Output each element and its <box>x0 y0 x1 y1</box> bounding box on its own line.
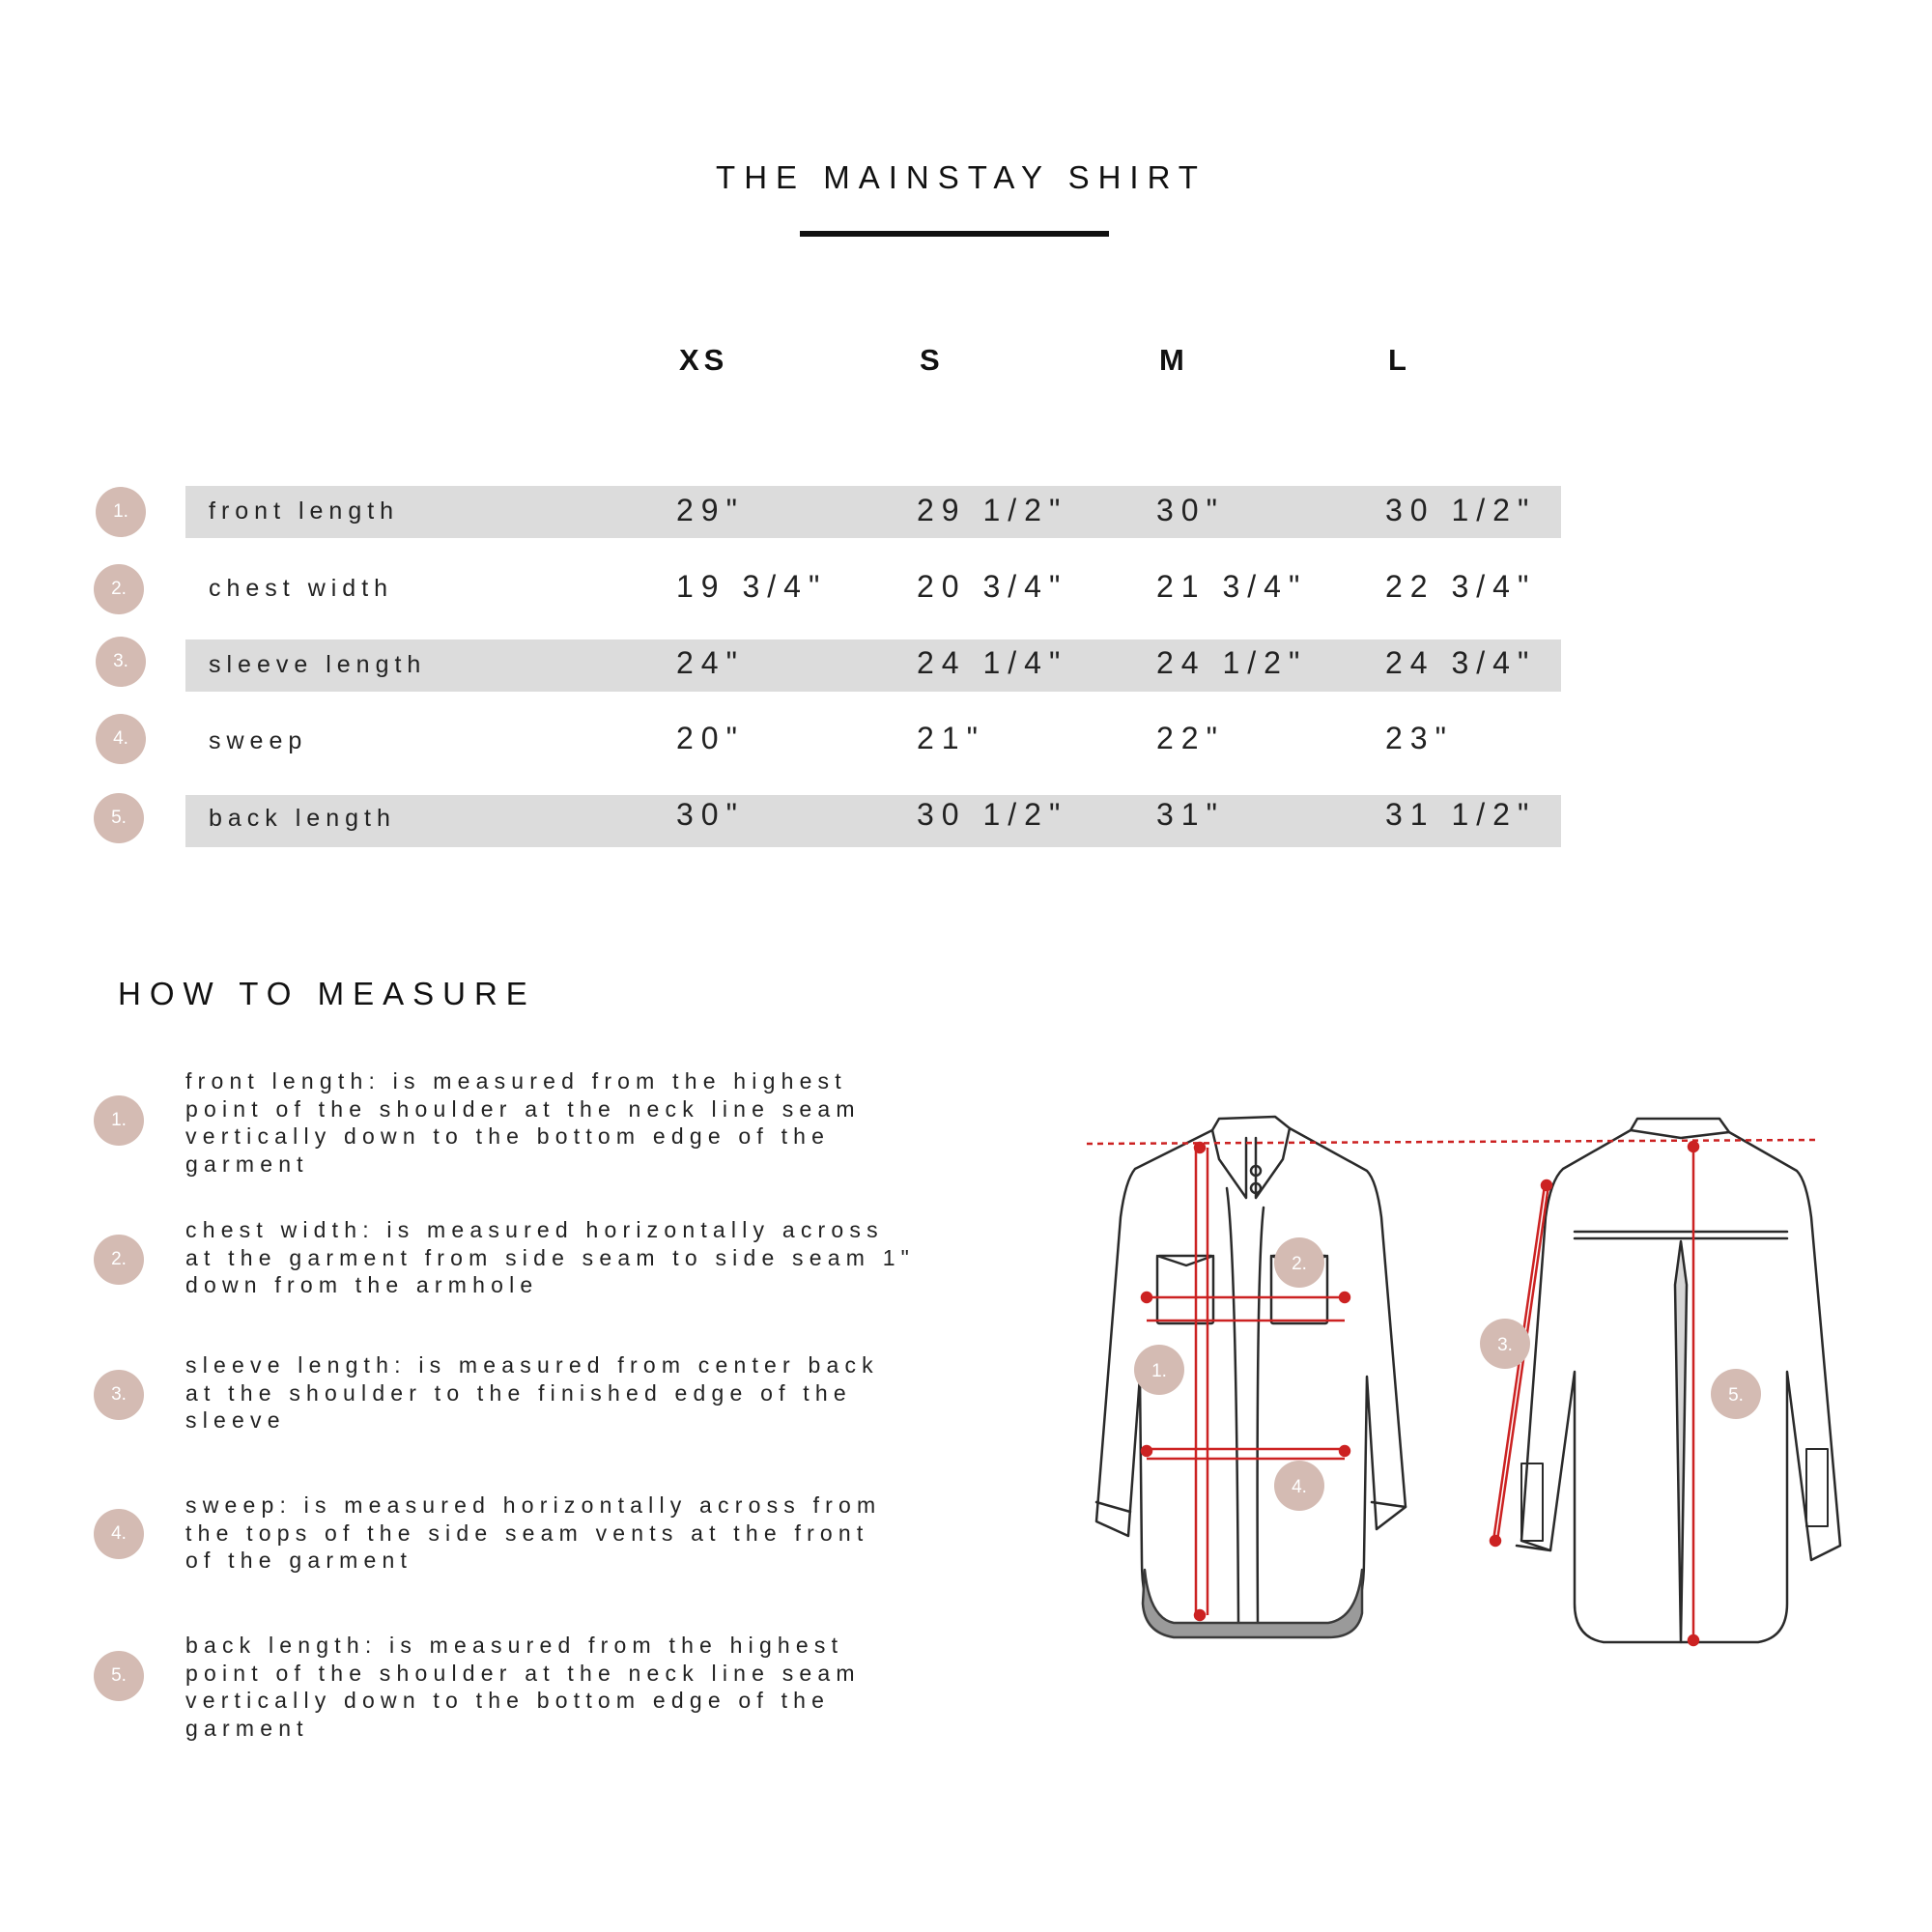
table-cell: 24 3/4" <box>1385 645 1537 680</box>
size-header-xs: XS <box>679 343 729 377</box>
table-cell: 30 1/2" <box>917 797 1068 832</box>
table-cell: 21 3/4" <box>1156 569 1308 604</box>
table-cell: 20" <box>676 721 745 755</box>
row-label: chest width <box>209 575 394 602</box>
table-cell: 23" <box>1385 721 1454 755</box>
row-number-badge: 3. <box>96 637 146 687</box>
how-to-measure-title: HOW TO MEASURE <box>118 976 536 1011</box>
row-number-badge: 1. <box>96 487 146 537</box>
instruction-line: sleeve length: is measured from center back <box>185 1352 879 1378</box>
row-label: sleeve length <box>209 651 427 678</box>
diagram-markers <box>1134 1237 1761 1511</box>
instruction-badge: 1. <box>94 1095 144 1146</box>
marker-1-label: 1. <box>1151 1361 1167 1381</box>
instruction-badge: 5. <box>94 1651 144 1701</box>
table-cell: 19 3/4" <box>676 569 828 604</box>
instruction-text <box>185 1216 1007 1299</box>
instruction-line: at the shoulder to the finished edge of the <box>185 1379 852 1406</box>
table-cell: 22 3/4" <box>1385 569 1537 604</box>
instruction-line: point of the shoulder at the neck line seam <box>185 1660 861 1686</box>
instruction-line: at the garment from side seam to side seam 1" <box>185 1244 916 1270</box>
title-underline <box>800 231 1109 237</box>
marker-5-label: 5. <box>1728 1385 1744 1406</box>
instruction-line: garment <box>185 1715 309 1741</box>
table-cell: 24" <box>676 645 745 680</box>
row-label: back length <box>209 805 396 832</box>
table-cell: 29" <box>676 493 745 527</box>
table-cell: 31 1/2" <box>1385 797 1537 832</box>
page-title: THE MAINSTAY SHIRT <box>716 159 1207 195</box>
row-number-badge: 4. <box>96 714 146 764</box>
table-cell: 31" <box>1156 797 1225 832</box>
measurement-lines <box>1087 1140 1816 1645</box>
instruction-text <box>185 1067 1007 1178</box>
instruction-line: sleeve <box>185 1407 286 1433</box>
table-cell: 22" <box>1156 721 1225 755</box>
row-number-badge: 5. <box>94 793 144 843</box>
marker-4-label: 4. <box>1292 1477 1307 1497</box>
instruction-text <box>185 1632 1007 1742</box>
instruction-text <box>185 1351 1007 1435</box>
instruction-line: sweep: is measured horizontally across from <box>185 1492 882 1518</box>
table-cell: 30" <box>676 797 745 832</box>
table-cell: 30" <box>1156 493 1225 527</box>
shirt-back-illustration <box>1517 1119 1840 1642</box>
marker-2-label: 2. <box>1292 1254 1307 1274</box>
instruction-line: chest width: is measured horizontally across <box>185 1217 884 1242</box>
table-cell: 29 1/2" <box>917 493 1068 527</box>
table-cell: 24 1/4" <box>917 645 1068 680</box>
instruction-badge: 4. <box>94 1509 144 1559</box>
table-cell: 20 3/4" <box>917 569 1068 604</box>
size-header-m: M <box>1159 343 1189 377</box>
instruction-badge: 3. <box>94 1370 144 1420</box>
instruction-line: back length: is measured from the highest <box>185 1633 844 1658</box>
row-number-badge: 2. <box>94 564 144 614</box>
marker-3-label: 3. <box>1497 1335 1513 1355</box>
instruction-badge: 2. <box>94 1235 144 1285</box>
table-cell: 30 1/2" <box>1385 493 1537 527</box>
table-cell: 21" <box>917 721 985 755</box>
row-label: sweep <box>209 727 308 754</box>
instruction-text <box>185 1492 1007 1575</box>
instruction-line: front length: is measured from the highest <box>185 1068 847 1094</box>
instruction-line: down from the armhole <box>185 1272 539 1297</box>
table-cell: 24 1/2" <box>1156 645 1308 680</box>
instruction-line: of the garment <box>185 1548 413 1573</box>
instruction-line: point of the shoulder at the neck line seam <box>185 1095 861 1122</box>
row-label: front length <box>209 497 400 525</box>
size-header-s: S <box>920 343 945 377</box>
instruction-line: vertically down to the bottom edge of the <box>185 1688 831 1713</box>
instruction-line: vertically down to the bottom edge of the <box>185 1123 831 1149</box>
shirt-measurement-diagram <box>1063 1092 1864 1671</box>
size-header-l: L <box>1388 343 1411 377</box>
instruction-line: garment <box>185 1151 309 1177</box>
instruction-line: the tops of the side seam vents at the front <box>185 1520 869 1546</box>
